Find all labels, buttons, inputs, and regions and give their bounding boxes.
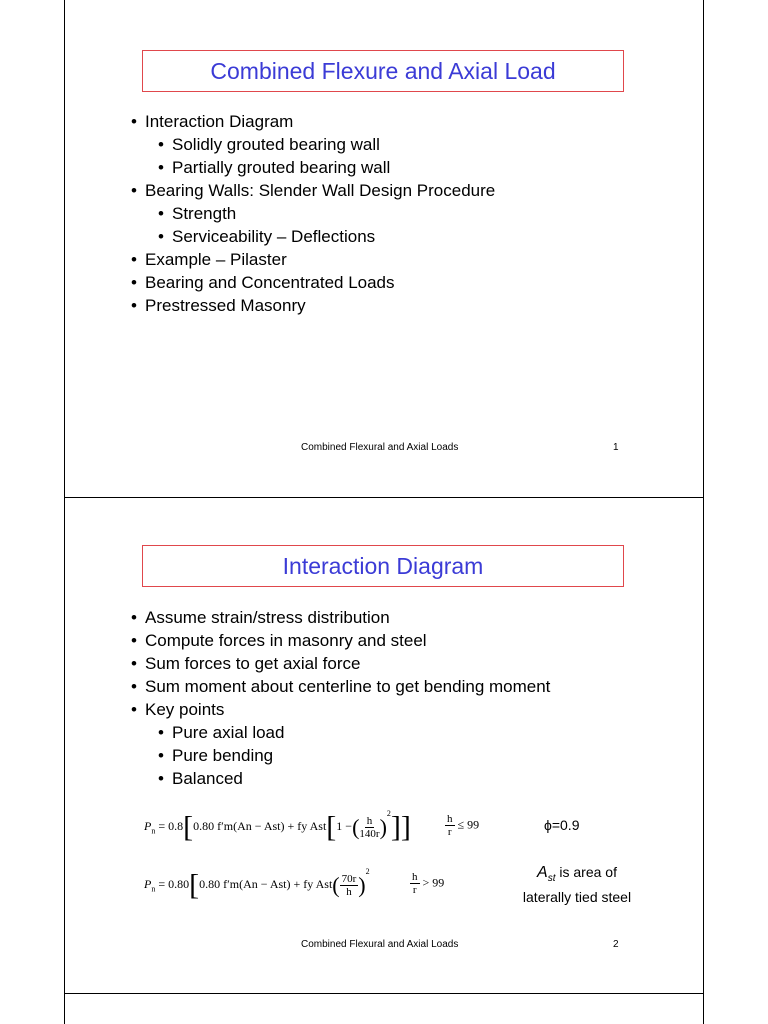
bullet-text: Interaction Diagram <box>145 112 294 131</box>
bullet-text: Prestressed Masonry <box>145 296 306 315</box>
bullet-icon: • <box>131 608 137 627</box>
bullet-item <box>131 179 495 202</box>
condition-2: $\frac{h}{r}$ > 99 <box>412 871 445 896</box>
bullet-text: Sum forces to get axial force <box>145 654 361 673</box>
steel-area-note: $A_{st}$ is area of laterally tied steel <box>522 864 632 905</box>
bullet-text: Bearing Walls: Slender Wall Design Procedure <box>145 181 496 200</box>
bullet-text: Balanced <box>172 769 243 788</box>
bullet-icon: • <box>131 296 137 315</box>
bullet-icon: • <box>131 250 137 269</box>
bullet-icon: • <box>158 769 164 788</box>
bullet-item <box>131 698 550 721</box>
fraction: $\frac{h}{140r}$ <box>359 814 380 840</box>
condition-1: $\frac{h}{r}$ ≤ 99 <box>447 813 480 838</box>
bullet-text: Solidly grouted bearing wall <box>172 135 380 154</box>
bullet-text: Assume strain/stress distribution <box>145 608 390 627</box>
bullet-icon: • <box>131 677 137 696</box>
sub-bullet-item <box>131 156 495 179</box>
bullet-icon: • <box>131 700 137 719</box>
bullet-icon: • <box>158 158 164 177</box>
bullet-text: Key points <box>145 700 225 719</box>
bullet-icon: • <box>131 273 137 292</box>
sub-bullet-item <box>131 744 550 767</box>
bullet-icon: • <box>131 654 137 673</box>
slide-divider <box>64 993 704 994</box>
bullet-item <box>131 294 495 317</box>
bullet-item <box>131 629 550 652</box>
sub-bullet-item <box>131 202 495 225</box>
sub-bullet-item <box>131 133 495 156</box>
bullet-text: Pure bending <box>172 746 274 765</box>
bullet-item <box>131 271 495 294</box>
sub-bullet-item <box>131 721 550 744</box>
slide-title: Combined Flexure and Axial Load <box>142 50 624 92</box>
slide-title: Interaction Diagram <box>142 545 624 587</box>
page-number: 2 <box>613 939 619 950</box>
bullet-text: Compute forces in masonry and steel <box>145 631 427 650</box>
page-number: 1 <box>613 442 619 453</box>
bullet-icon: • <box>158 746 164 765</box>
bullet-item <box>131 110 495 133</box>
slide-1 <box>65 0 703 497</box>
equation-slender-exceeded: $P_n = 0.80[0.80$ f′m(An − Ast) + fy Ast( $\frac{70r}{h}$ )$^2$ <box>144 867 370 902</box>
slide-footer: Combined Flexural and Axial Loads <box>301 939 459 950</box>
bullet-icon: • <box>158 204 164 223</box>
bullet-item <box>131 675 550 698</box>
sub-bullet-item <box>131 767 550 790</box>
equation-slender-limit: $P_n = 0.8[0.80$ f′m(An − Ast) + fy Ast[1 −( $\frac{h}{140r}$ )$^2$]] <box>144 809 411 844</box>
slide-footer: Combined Flexural and Axial Loads <box>301 442 459 453</box>
bullet-list <box>131 110 495 317</box>
bullet-icon: • <box>131 631 137 650</box>
bullet-text: Sum moment about centerline to get bending moment <box>145 677 551 696</box>
sub-bullet-item <box>131 225 495 248</box>
bullet-icon: • <box>131 181 137 200</box>
slide-2 <box>65 497 703 993</box>
bullet-icon: • <box>131 112 137 131</box>
bullet-icon: • <box>158 723 164 742</box>
bullet-item <box>131 248 495 271</box>
bullet-list <box>131 606 550 790</box>
phi-value: ϕ=0.9 <box>544 817 580 833</box>
fraction: $\frac{70r}{h}$ <box>341 872 357 898</box>
bullet-text: Bearing and Concentrated Loads <box>145 273 395 292</box>
bullet-item <box>131 652 550 675</box>
bullet-icon: • <box>158 227 164 246</box>
bullet-text: Example – Pilaster <box>145 250 287 269</box>
bullet-text: Strength <box>172 204 237 223</box>
bullet-icon: • <box>158 135 164 154</box>
bullet-item <box>131 606 550 629</box>
bullet-text: Partially grouted bearing wall <box>172 158 391 177</box>
bullet-text: Serviceability – Deflections <box>172 227 376 246</box>
bullet-text: Pure axial load <box>172 723 285 742</box>
